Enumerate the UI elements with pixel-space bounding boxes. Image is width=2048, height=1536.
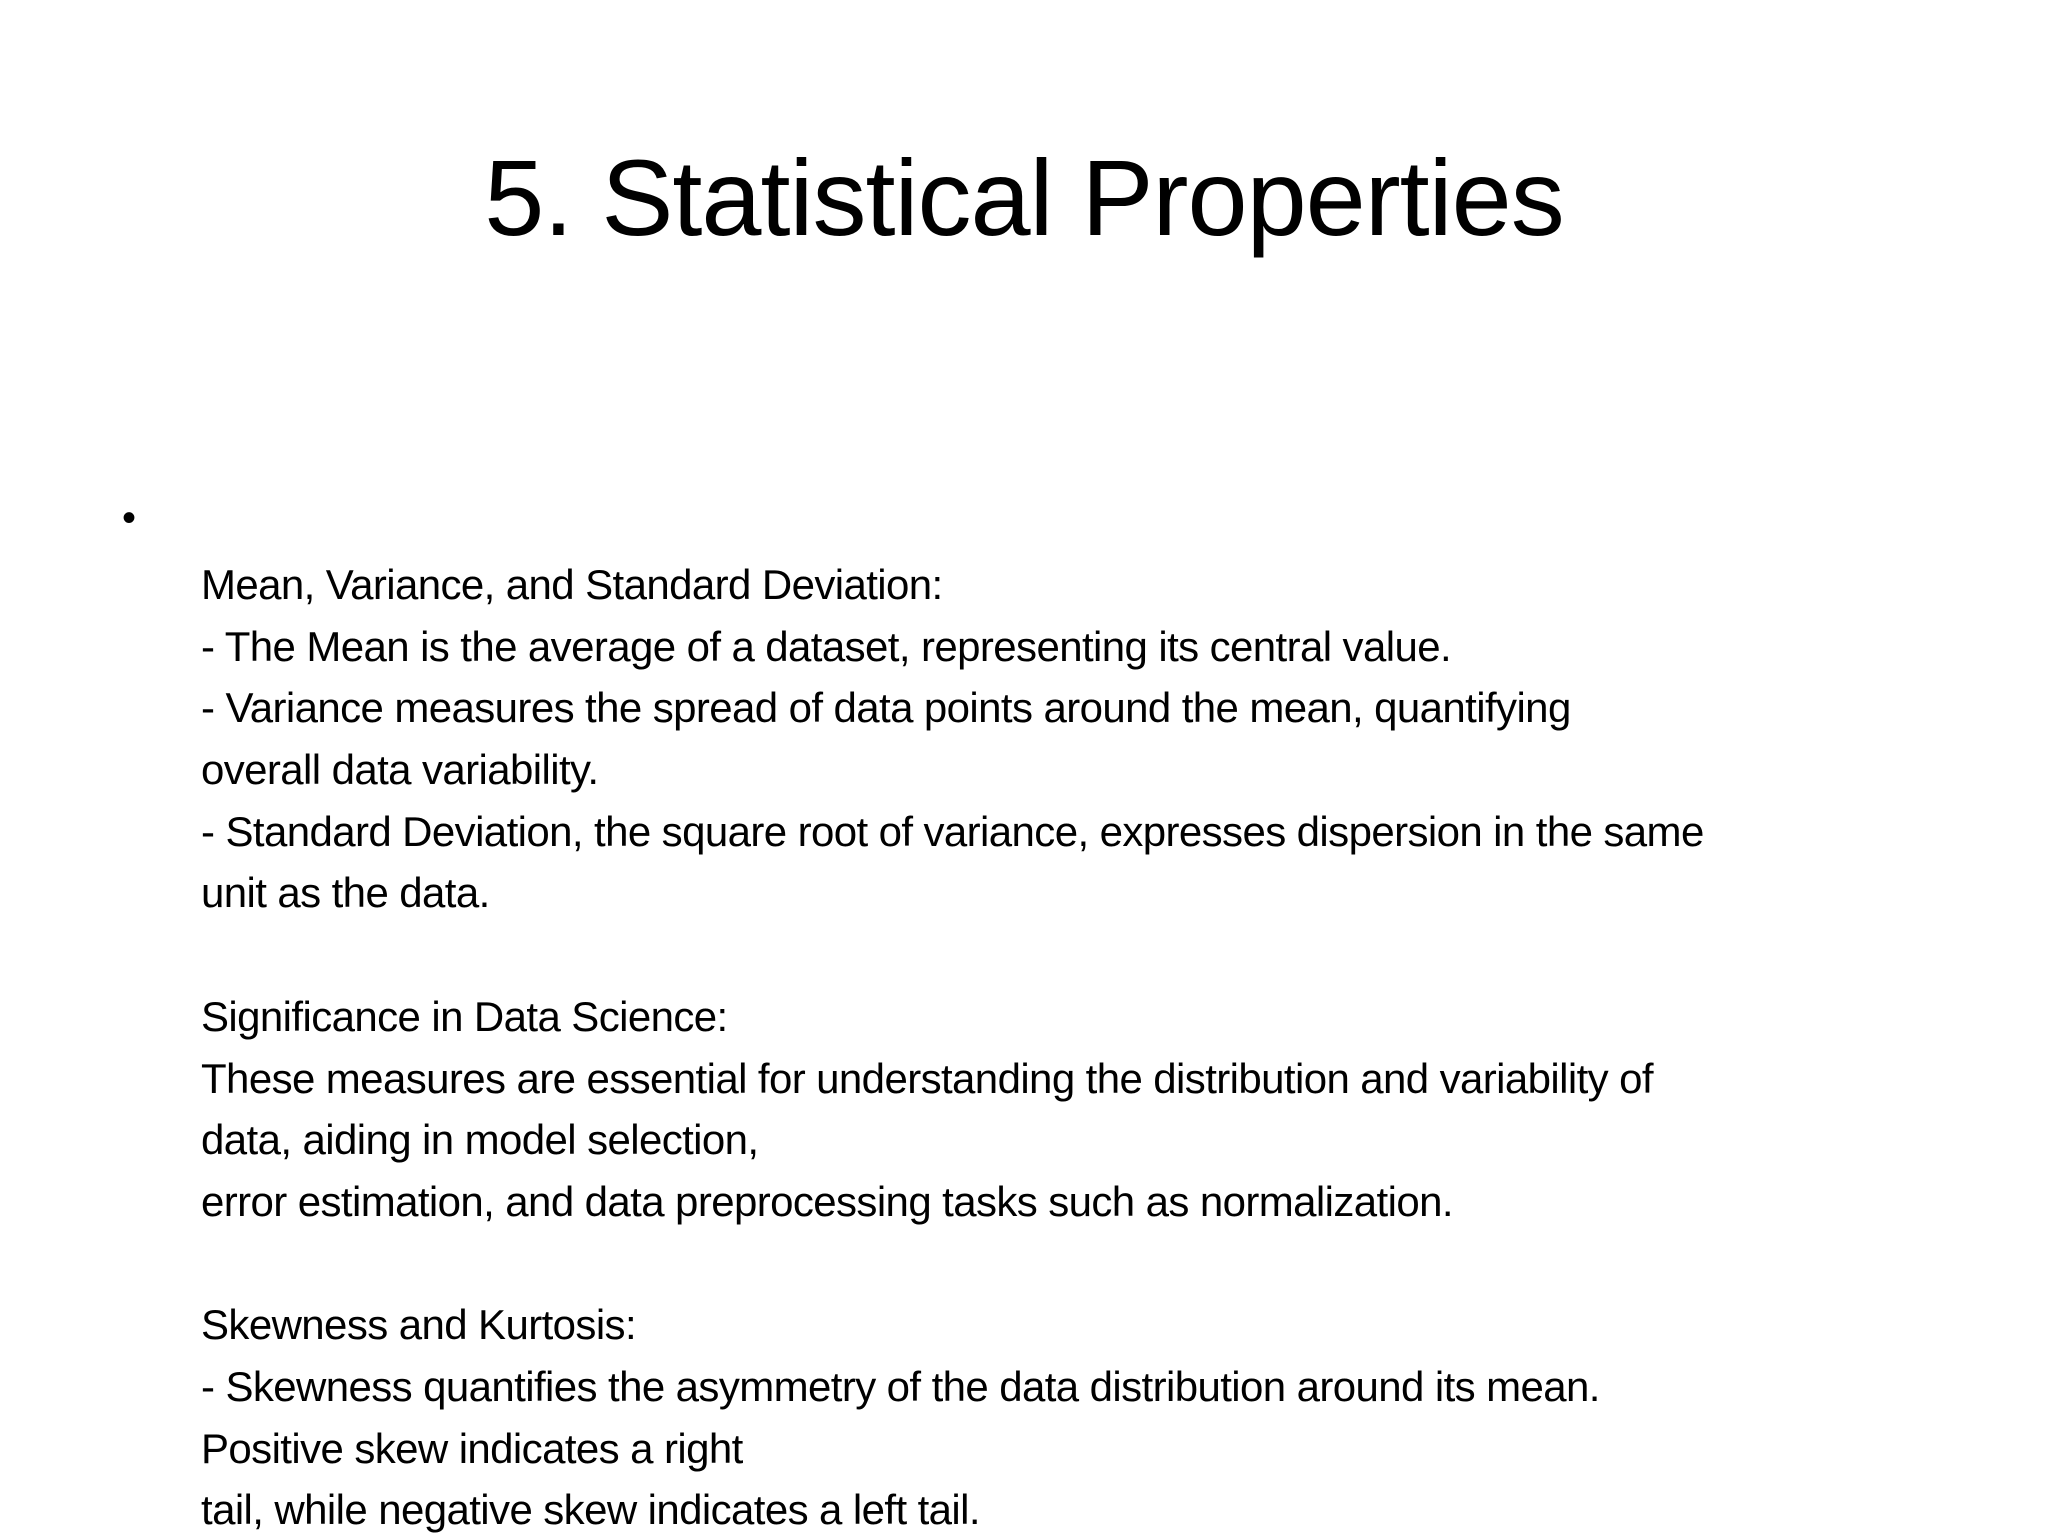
body-line: unit as the data. [201, 869, 490, 917]
body-line: tail, while negative skew indicates a left tail. [201, 1486, 980, 1534]
body-line: - Standard Deviation, the square root of variance, expresses dispersion in the same [201, 807, 1704, 855]
body-line: These measures are essential for understanding the distribution and variability of [201, 1054, 1653, 1102]
body-line: Positive skew indicates a right [201, 1424, 743, 1472]
section-heading: Mean, Variance, and Standard Deviation: [201, 561, 943, 608]
slide-title: 5. Statistical Properties [484, 137, 1564, 258]
body-line: - The Mean is the average of a dataset, representing its central value. [201, 622, 1452, 670]
body-line: - Skewness quantifies the asymmetry of the data distribution around its mean. [201, 1362, 1600, 1410]
body-line: - Variance measures the spread of data points around the mean, quantifying [201, 684, 1571, 732]
spacer [201, 1233, 1991, 1295]
body-line: data, aiding in model selection, [201, 1116, 759, 1164]
bullet-icon: • [122, 496, 137, 540]
body-line: overall data variability. [201, 746, 599, 794]
section-heading: Significance in Data Science: [201, 992, 728, 1040]
body-line: error estimation, and data preprocessing tasks such as normalization. [201, 1177, 1453, 1225]
spacer [201, 924, 1991, 986]
section-heading: Skewness and Kurtosis: [201, 1301, 637, 1349]
slide-body [201, 554, 1991, 1536]
